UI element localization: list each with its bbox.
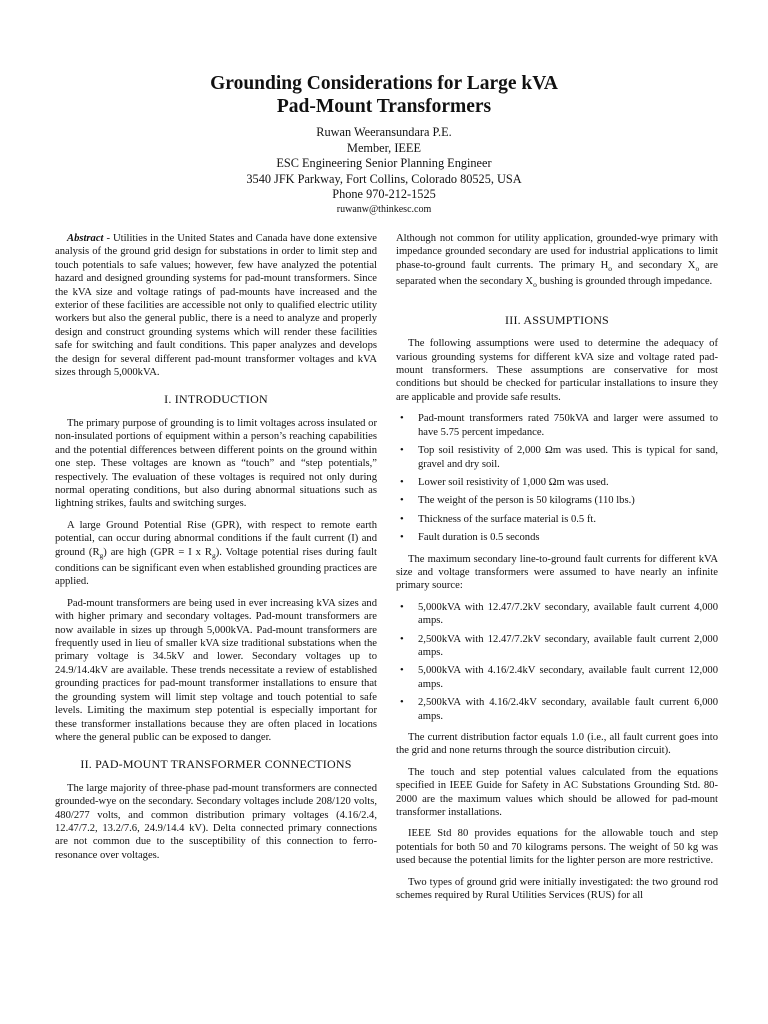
abstract-paragraph bbox=[55, 232, 377, 379]
assumptions-paragraph-1: The following assumptions were used to determine the adequacy of various grounding systems for different kVA size and voltage rated pad-mount transformers. These assumptions are conservative for most conditions but should be checked for particular installations to insure they are applicable and provide safe results. bbox=[396, 338, 718, 403]
list-item-text: 5,000kVA with 12.47/7.2kV secondary, available fault current 4,000 amps. bbox=[418, 601, 718, 627]
paper-title bbox=[0, 72, 768, 118]
section-heading-connections: II. PAD-MOUNT TRANSFORMER CONNECTIONS bbox=[80, 757, 352, 772]
list-item bbox=[396, 494, 718, 507]
assumptions-paragraph-3: The current distribution factor equals 1.0 (i.e., all fault current goes into the grid and none returns through the source distribution circuit). bbox=[396, 732, 718, 757]
connections-paragraph-2 bbox=[396, 232, 718, 292]
list-item-text: Top soil resistivity of 2,000 Ωm was used. This is typical for sand, gravel and dry soil. bbox=[418, 445, 718, 470]
conn-p2-subscript-1: o bbox=[608, 263, 613, 273]
right-column bbox=[396, 232, 718, 910]
intro-paragraph-3: Pad-mount transformers are being used in ever increasing kVA sizes and with higher primary and secondary voltages. Pad-mount transformers are now available in sizes up through 5,000kVA. Pad-mount transformers are frequently used in lieu of smaller kVA size traditional substations when the primary voltage is 34.5kV and lower. Secondary voltages up to 24.9/14.4kV are available. These trends necessitate a review of established grounding practices for pad-mount transformer installations to ensure that the grounding system will limit step voltage and touch potential to safe levels. Limiting the maximum step potential is especially important for these transformer installations because they are often placed in locations where the general public can be exposed to danger. bbox=[55, 597, 377, 743]
list-item bbox=[396, 444, 718, 471]
assumptions-bullet-list bbox=[396, 412, 718, 544]
list-item bbox=[396, 601, 718, 628]
list-item bbox=[396, 633, 718, 660]
bullet-icon: • bbox=[400, 513, 404, 525]
list-item-text: Fault duration is 0.5 seconds bbox=[418, 532, 540, 544]
conn-p2-part-b: and secondary X bbox=[612, 259, 696, 271]
conn-p2-subscript-3: o bbox=[533, 280, 537, 290]
abstract-label: Abstract bbox=[67, 233, 104, 244]
bullet-icon: • bbox=[400, 697, 404, 709]
list-item-text: Thickness of the surface material is 0.5 ft. bbox=[418, 513, 596, 525]
author-position: ESC Engineering Senior Planning Engineer bbox=[276, 156, 492, 171]
list-item bbox=[396, 513, 718, 526]
list-item-text: The weight of the person is 50 kilograms (110 lbs.) bbox=[418, 495, 635, 507]
list-item-text: 2,500kVA with 4.16/2.4kV secondary, available fault current 6,000 amps. bbox=[418, 697, 718, 722]
bullet-icon: • bbox=[400, 476, 404, 488]
bullet-icon: • bbox=[400, 532, 404, 544]
list-item bbox=[396, 696, 718, 723]
list-item bbox=[396, 531, 718, 544]
left-column bbox=[55, 232, 377, 870]
intro-p2-part-b: ) are high (GPR = I x R bbox=[103, 546, 212, 558]
list-item bbox=[396, 412, 718, 439]
author-name: Ruwan Weeransundara P.E. bbox=[316, 125, 452, 139]
list-item bbox=[396, 664, 718, 691]
bullet-icon: • bbox=[400, 633, 404, 645]
author-block bbox=[0, 125, 768, 217]
conn-p2-part-c: are separated when the secondary X bbox=[396, 259, 718, 288]
section-heading-assumptions: III. ASSUMPTIONS bbox=[505, 312, 609, 327]
intro-p2-part-a: A large Ground Potential Rise (GPR), with respect to remote earth potential, can occur during abnormal conditions if the fault current (I) and ground (R bbox=[55, 519, 377, 558]
fault-current-bullet-list bbox=[396, 601, 718, 723]
bullet-icon: • bbox=[400, 601, 404, 613]
assumptions-paragraph-5: IEEE Std 80 provides equations for the allowable touch and step potentials for both 50 and 70 kilograms persons. The weight of 50 kg was used because the potential limits for the lighter person are more restrictive. bbox=[396, 828, 718, 867]
title-line-2: Pad-Mount Transformers bbox=[276, 96, 492, 117]
bullet-icon: • bbox=[400, 413, 404, 425]
list-item bbox=[396, 476, 718, 489]
intro-paragraph-2 bbox=[55, 519, 377, 589]
intro-paragraph-1: The primary purpose of grounding is to limit voltages across insulated or non-insulated portions of equipment within a person’s reaching capabilities and the potential differences between different points on the ground within one step. These voltages are known as “touch” and “step potentials,” respectively. The evaluation of these voltages is required not only during normal operating conditions, but also during abnormal situations such as lightning strikes, faults and switching surges. bbox=[55, 417, 377, 510]
author-email[interactable]: ruwanw@thinkesc.com bbox=[336, 203, 432, 215]
list-item-text: 2,500kVA with 12.47/7.2kV secondary, available fault current 2,000 amps. bbox=[418, 633, 718, 658]
section-heading-introduction: I. INTRODUCTION bbox=[164, 392, 268, 407]
bullet-icon: • bbox=[400, 495, 404, 507]
connections-paragraph-1: The large majority of three-phase pad-mount transformers are connected grounded-wye on the secondary. Secondary voltages include 208/120 volts, 480/277 volts, and common distribution primary voltages (4.16/2.4, 12.47/7.2, 13.2/7.6, 24.9/14.4 kV). Delta connected primary connections are not common due to the susceptibility of this connection to ferro-resonance over voltages. bbox=[55, 782, 377, 861]
author-address: 3540 JFK Parkway, Fort Collins, Colorado 80525, USA bbox=[246, 171, 522, 186]
assumptions-paragraph-4: The touch and step potential values calculated from the equations specified in IEEE Guide for Safety in AC Substations Grounding Std. 80-2000 are the maximum values which should be allowed for pad-mount transformer installations. bbox=[396, 766, 718, 819]
intro-p2-subscript-1: g bbox=[99, 550, 104, 560]
title-line-1: Grounding Considerations for Large kVA bbox=[210, 73, 558, 94]
abstract-text: - Utilities in the United States and Canada have done extensive analysis of the ground grid design for substations in order to limit step and touch potentials to safe values; however, few have analyzed the potential hazard and designed grounding systems for pad-mount transformers. Since the kVA size and voltage ratings of pad-mounts have increased and the exterior of these facilities are accessible not only to qualified electric utility workers but also the general public, there is a need to analyze and properly design and construct grounding systems which will render these facilities safe for switching and fault conditions. This paper analyzes and develops the design for several different pad-mount transformer voltages and kVA sizes through 5,000kVA. bbox=[55, 233, 377, 379]
assumptions-paragraph-6: Two types of ground grid were initially investigated: the two ground rod schemes required by Rural Utilities Services (RUS) for all bbox=[396, 876, 718, 902]
conn-p2-subscript-2: o bbox=[695, 263, 700, 273]
bullet-icon: • bbox=[400, 665, 404, 677]
conn-p2-part-d: bushing is grounded through impedance. bbox=[536, 276, 713, 288]
author-membership: Member, IEEE bbox=[347, 140, 421, 155]
list-item-text: Pad-mount transformers rated 750kVA and larger were assumed to have 5.75 percent impedance. bbox=[418, 413, 718, 438]
assumptions-paragraph-2: The maximum secondary line-to-ground fault currents for different kVA size and voltage transformers were assumed to have nearly an infinite primary source: bbox=[396, 553, 718, 592]
bullet-icon: • bbox=[400, 445, 404, 457]
conn-p2-part-a: Although not common for utility application, grounded-wye primary with impedance grounded secondary are used for industrial applications to limit phase-to-ground fault currents. The primary H bbox=[396, 233, 718, 271]
intro-p2-subscript-2: g bbox=[211, 550, 216, 560]
list-item-text: 5,000kVA with 4.16/2.4kV secondary, available fault current 12,000 amps. bbox=[418, 665, 718, 690]
author-phone: Phone 970-212-1525 bbox=[332, 187, 436, 202]
list-item-text: Lower soil resistivity of 1,000 Ωm was used. bbox=[418, 476, 609, 488]
intro-p2-part-c: ). Voltage potential rises during fault conditions can be significant even when established grounding practices are applied. bbox=[55, 546, 377, 588]
